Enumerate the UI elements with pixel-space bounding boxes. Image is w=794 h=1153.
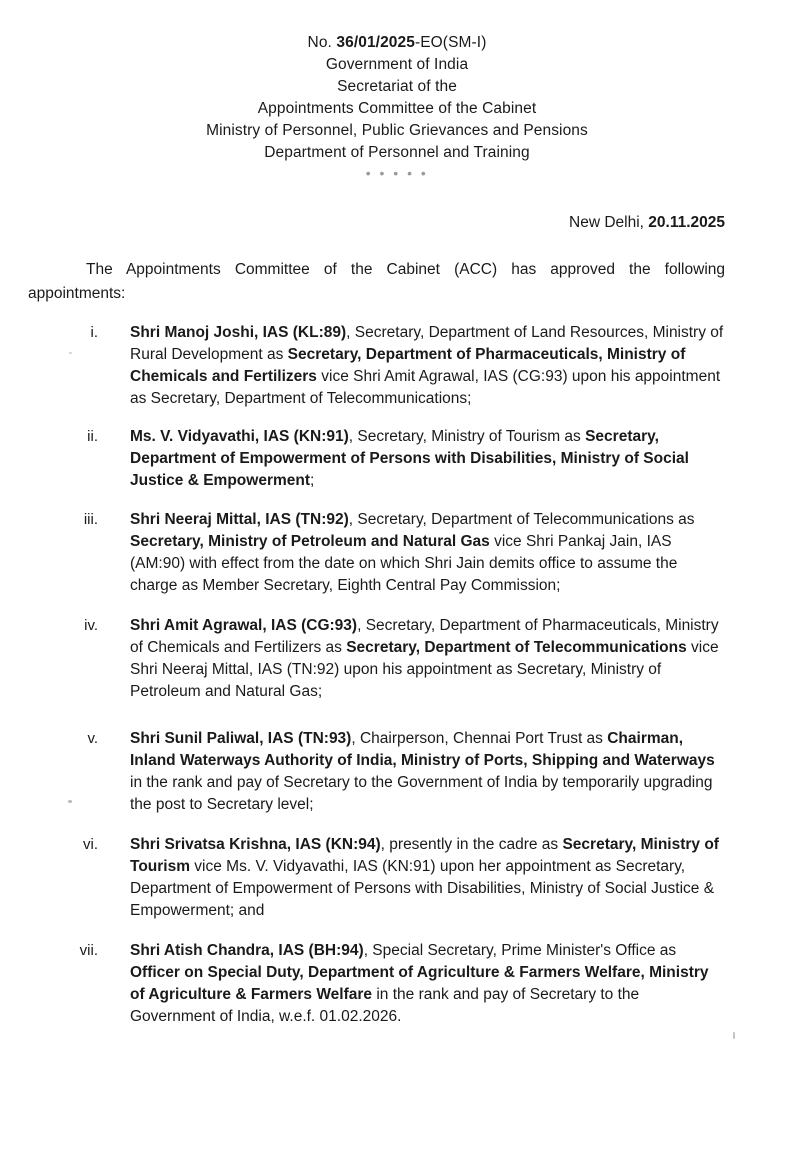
appointment-item (62, 322, 725, 410)
item-numeral: v. (87, 730, 98, 747)
appointment-item (62, 834, 725, 922)
dateline-date: 20.11.2025 (648, 214, 725, 231)
appointment-item (62, 728, 725, 816)
item-text: Shri Neeraj Mittal, IAS (TN:92), Secretary, Department of Telecommunications as Secretary, Ministry of Petroleum and Natural Gas vice Shri Pankaj Jain, IAS (AM:90) with effect from the date on which Shri Jain demits office to assume the charge as Member Secretary, Eighth Central Pay Commission; (130, 511, 695, 594)
item-numeral: iv. (84, 617, 98, 634)
dateline-place: New Delhi, (569, 214, 649, 231)
committee-line: Appointments Committee of the Cabinet (257, 100, 537, 117)
ministry-line: Ministry of Personnel, Public Grievances and Pensions (206, 122, 588, 139)
appointment-item (62, 426, 725, 492)
document-header (0, 32, 794, 164)
reference-number-line (0, 32, 794, 54)
appointments-list (62, 322, 725, 1028)
reference-number: 36/01/2025 (336, 34, 415, 51)
department-line: Department of Personnel and Training (264, 144, 530, 161)
item-numeral: ii. (87, 428, 98, 445)
reference-suffix: -EO(SM-I) (414, 34, 487, 51)
item-text: Shri Srivatsa Krishna, IAS (KN:94), presently in the cadre as Secretary, Ministry of Tourism vice Ms. V. Vidyavathi, IAS (KN:91) upon her appointment as Secretary, Department of Empowerment of Persons with Disabilities, Ministry of Social Justice & Empowerment; and (130, 836, 719, 919)
item-numeral: i. (90, 324, 98, 341)
item-text: Ms. V. Vidyavathi, IAS (KN:91), Secretary, Ministry of Tourism as Secretary, Department of Empowerment of Persons with Disabilities, Ministry of Social Justice & Empowerment; (130, 428, 689, 489)
scan-speck (733, 1032, 735, 1039)
item-numeral: vii. (79, 942, 98, 959)
dateline (569, 212, 725, 234)
secretariat-line: Secretariat of the (337, 78, 457, 95)
government-line: Government of India (325, 56, 469, 73)
item-text: Shri Sunil Paliwal, IAS (TN:93), Chairperson, Chennai Port Trust as Chairman, Inland Waterways Authority of India, Ministry of Ports, Shipping and Waterways in the rank and pay of Secretary to the Government of India by temporarily upgrading the post to Secretary level; (130, 730, 715, 813)
separator-dots: • • • • • (365, 165, 429, 181)
item-numeral: vi. (83, 836, 98, 853)
appointment-item (62, 615, 725, 703)
intro-paragraph: The Appointments Committee of the Cabinet (ACC) has approved the following appointments: (28, 261, 725, 302)
item-text: Shri Atish Chandra, IAS (BH:94), Special Secretary, Prime Minister's Office as Officer on Special Duty, Department of Agriculture & Farmers Welfare, Ministry of Agriculture & Farmers Welfare in the rank and pay of Secretary to the Government of India, w.e.f. 01.02.2026. (130, 942, 709, 1025)
reference-prefix: No. (307, 34, 337, 51)
appointment-item (62, 509, 725, 597)
item-text: Shri Amit Agrawal, IAS (CG:93), Secretary, Department of Pharmaceuticals, Ministry of Chemicals and Fertilizers as Secretary, Department of Telecommunications vice Shri Neeraj Mittal, IAS (TN:92) upon his appointment as Secretary, Ministry of Petroleum and Natural Gas; (130, 617, 719, 700)
item-numeral: iii. (83, 511, 98, 528)
appointment-item (62, 940, 725, 1028)
item-text: Shri Manoj Joshi, IAS (KL:89), Secretary, Department of Land Resources, Ministry of Rural Development as Secretary, Department of Pharmaceuticals, Ministry of Chemicals and Fertilizers vice Shri Amit Agrawal, IAS (CG:93) upon his appointment as Secretary, Department of Telecommunications; (130, 324, 724, 407)
